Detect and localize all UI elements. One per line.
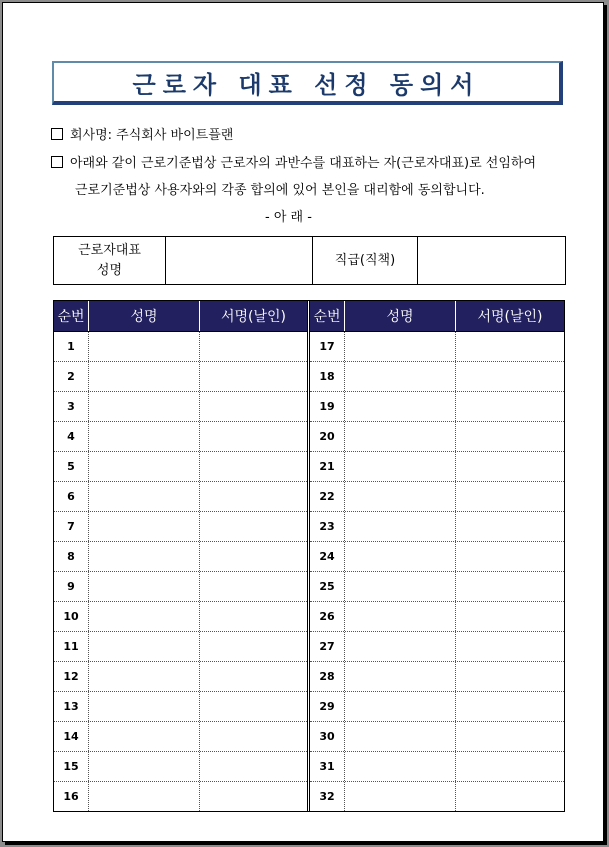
row-number: 13 <box>54 692 89 721</box>
row-number: 25 <box>310 572 345 601</box>
document-title: 근로자 대표 선정 동의서 <box>132 70 481 99</box>
rep-position-value[interactable] <box>418 237 565 284</box>
table-row <box>54 601 307 631</box>
signature-cell[interactable] <box>456 692 564 721</box>
row-number: 3 <box>54 392 89 421</box>
row-number: 32 <box>310 782 345 811</box>
row-number: 17 <box>310 332 345 361</box>
table-row <box>310 691 564 721</box>
signature-cell[interactable] <box>200 482 307 511</box>
table-row <box>54 631 307 661</box>
row-number: 9 <box>54 572 89 601</box>
row-number: 4 <box>54 422 89 451</box>
table-row <box>54 541 307 571</box>
signature-header <box>54 301 307 331</box>
signature-table-left <box>54 301 310 811</box>
row-number: 7 <box>54 512 89 541</box>
row-number: 23 <box>310 512 345 541</box>
name-cell[interactable] <box>89 332 200 361</box>
checkbox-icon <box>51 128 63 140</box>
table-row <box>54 721 307 751</box>
signature-cell[interactable] <box>200 542 307 571</box>
below-text: - 아 래 - <box>265 210 312 225</box>
name-cell[interactable] <box>89 752 200 781</box>
row-number: 8 <box>54 542 89 571</box>
company-text: 회사명: 주식회사 바이트플랜 <box>70 128 234 143</box>
table-row <box>310 541 564 571</box>
table-row <box>54 571 307 601</box>
row-number: 27 <box>310 632 345 661</box>
signature-cell[interactable] <box>456 392 564 421</box>
name-cell[interactable] <box>89 542 200 571</box>
row-number: 30 <box>310 722 345 751</box>
signature-cell[interactable] <box>200 362 307 391</box>
name-cell[interactable] <box>345 782 456 811</box>
representative-table <box>53 236 566 285</box>
table-row <box>310 331 564 361</box>
consent-text-1: 아래와 같이 근로기준법상 근로자의 과반수를 대표하는 자(근로자대표)로 선임하여 <box>70 156 537 171</box>
row-number: 28 <box>310 662 345 691</box>
header-signature: 서명(날인) <box>477 309 543 325</box>
table-row <box>310 421 564 451</box>
table-row <box>54 661 307 691</box>
table-row <box>310 571 564 601</box>
signature-header <box>310 301 564 331</box>
table-row <box>310 511 564 541</box>
table-row <box>54 781 307 811</box>
signature-cell[interactable] <box>200 752 307 781</box>
signature-cell[interactable] <box>456 422 564 451</box>
title-box <box>52 61 563 105</box>
name-cell[interactable] <box>345 602 456 631</box>
header-signature: 서명(날인) <box>220 309 287 325</box>
table-row <box>310 391 564 421</box>
signature-cell[interactable] <box>456 752 564 781</box>
signature-cell[interactable] <box>200 422 307 451</box>
signature-cell[interactable] <box>200 692 307 721</box>
header-name: 성명 <box>345 301 456 331</box>
row-number: 1 <box>54 332 89 361</box>
table-row <box>54 511 307 541</box>
table-row <box>310 481 564 511</box>
name-cell[interactable] <box>345 542 456 571</box>
signature-cell[interactable] <box>456 602 564 631</box>
row-number: 2 <box>54 362 89 391</box>
row-number: 18 <box>310 362 345 391</box>
rep-name-label: 근로자대표 성명 <box>54 237 166 284</box>
name-cell[interactable] <box>89 572 200 601</box>
signature-cell[interactable] <box>456 632 564 661</box>
signature-cell[interactable] <box>456 722 564 751</box>
signature-cell[interactable] <box>200 572 307 601</box>
below-heading <box>265 206 312 225</box>
name-cell[interactable] <box>345 692 456 721</box>
row-number: 12 <box>54 662 89 691</box>
row-number: 16 <box>54 782 89 811</box>
name-cell[interactable] <box>345 332 456 361</box>
table-row <box>310 451 564 481</box>
signature-cell[interactable] <box>200 632 307 661</box>
signature-cell[interactable] <box>456 542 564 571</box>
name-cell[interactable] <box>345 722 456 751</box>
name-cell[interactable] <box>89 602 200 631</box>
name-cell[interactable] <box>345 362 456 391</box>
row-number: 15 <box>54 752 89 781</box>
signature-cell[interactable] <box>200 722 307 751</box>
name-cell[interactable] <box>345 422 456 451</box>
company-line <box>51 124 233 143</box>
signature-cell[interactable] <box>200 452 307 481</box>
table-row <box>310 631 564 661</box>
name-cell[interactable] <box>89 452 200 481</box>
name-cell[interactable] <box>345 572 456 601</box>
signature-cell[interactable] <box>200 602 307 631</box>
table-row <box>310 721 564 751</box>
row-number: 10 <box>54 602 89 631</box>
header-number: 순번 <box>310 301 345 331</box>
name-cell[interactable] <box>89 662 200 691</box>
signature-cell[interactable] <box>456 482 564 511</box>
name-cell[interactable] <box>345 752 456 781</box>
table-row <box>54 391 307 421</box>
name-cell[interactable] <box>89 722 200 751</box>
name-cell[interactable] <box>89 392 200 421</box>
table-row <box>54 451 307 481</box>
row-number: 21 <box>310 452 345 481</box>
name-cell[interactable] <box>89 782 200 811</box>
name-cell[interactable] <box>345 392 456 421</box>
table-row <box>310 601 564 631</box>
table-row <box>310 751 564 781</box>
signature-table-right <box>310 301 564 811</box>
name-cell[interactable] <box>345 662 456 691</box>
row-number: 5 <box>54 452 89 481</box>
table-row <box>310 661 564 691</box>
table-row <box>54 691 307 721</box>
consent-line-1 <box>51 152 536 171</box>
signature-table <box>53 300 565 812</box>
name-cell[interactable] <box>345 632 456 661</box>
row-number: 11 <box>54 632 89 661</box>
consent-line-2 <box>75 179 485 198</box>
signature-cell[interactable] <box>456 572 564 601</box>
signature-cell[interactable] <box>200 782 307 811</box>
row-number: 24 <box>310 542 345 571</box>
signature-cell[interactable] <box>456 662 564 691</box>
table-row <box>54 421 307 451</box>
row-number: 29 <box>310 692 345 721</box>
name-cell[interactable] <box>89 482 200 511</box>
rep-position-label: 직급(직책) <box>313 237 418 284</box>
row-number: 26 <box>310 602 345 631</box>
table-row <box>54 331 307 361</box>
header-number: 순번 <box>54 301 89 331</box>
checkbox-icon <box>51 156 63 168</box>
table-row <box>54 481 307 511</box>
signature-cell[interactable] <box>200 332 307 361</box>
row-number: 19 <box>310 392 345 421</box>
table-row <box>310 361 564 391</box>
table-row <box>310 781 564 811</box>
table-row <box>54 361 307 391</box>
name-cell[interactable] <box>89 692 200 721</box>
header-name: 성명 <box>89 301 200 331</box>
signature-cell[interactable] <box>456 782 564 811</box>
signature-cell[interactable] <box>456 452 564 481</box>
name-cell[interactable] <box>89 512 200 541</box>
name-cell[interactable] <box>345 512 456 541</box>
rep-name-value[interactable] <box>166 237 313 284</box>
table-row <box>54 751 307 781</box>
row-number: 22 <box>310 482 345 511</box>
name-cell[interactable] <box>345 452 456 481</box>
name-cell[interactable] <box>89 632 200 661</box>
row-number: 6 <box>54 482 89 511</box>
signature-cell[interactable] <box>456 512 564 541</box>
signature-cell[interactable] <box>200 662 307 691</box>
document-page <box>2 2 604 842</box>
signature-cell[interactable] <box>200 512 307 541</box>
row-number: 20 <box>310 422 345 451</box>
signature-cell[interactable] <box>200 392 307 421</box>
signature-cell[interactable] <box>456 362 564 391</box>
consent-text-2: 근로기준법상 사용자와의 각종 합의에 있어 본인을 대리함에 동의합니다. <box>75 183 485 198</box>
row-number: 31 <box>310 752 345 781</box>
name-cell[interactable] <box>345 482 456 511</box>
row-number: 14 <box>54 722 89 751</box>
signature-cell[interactable] <box>456 332 564 361</box>
name-cell[interactable] <box>89 422 200 451</box>
name-cell[interactable] <box>89 362 200 391</box>
